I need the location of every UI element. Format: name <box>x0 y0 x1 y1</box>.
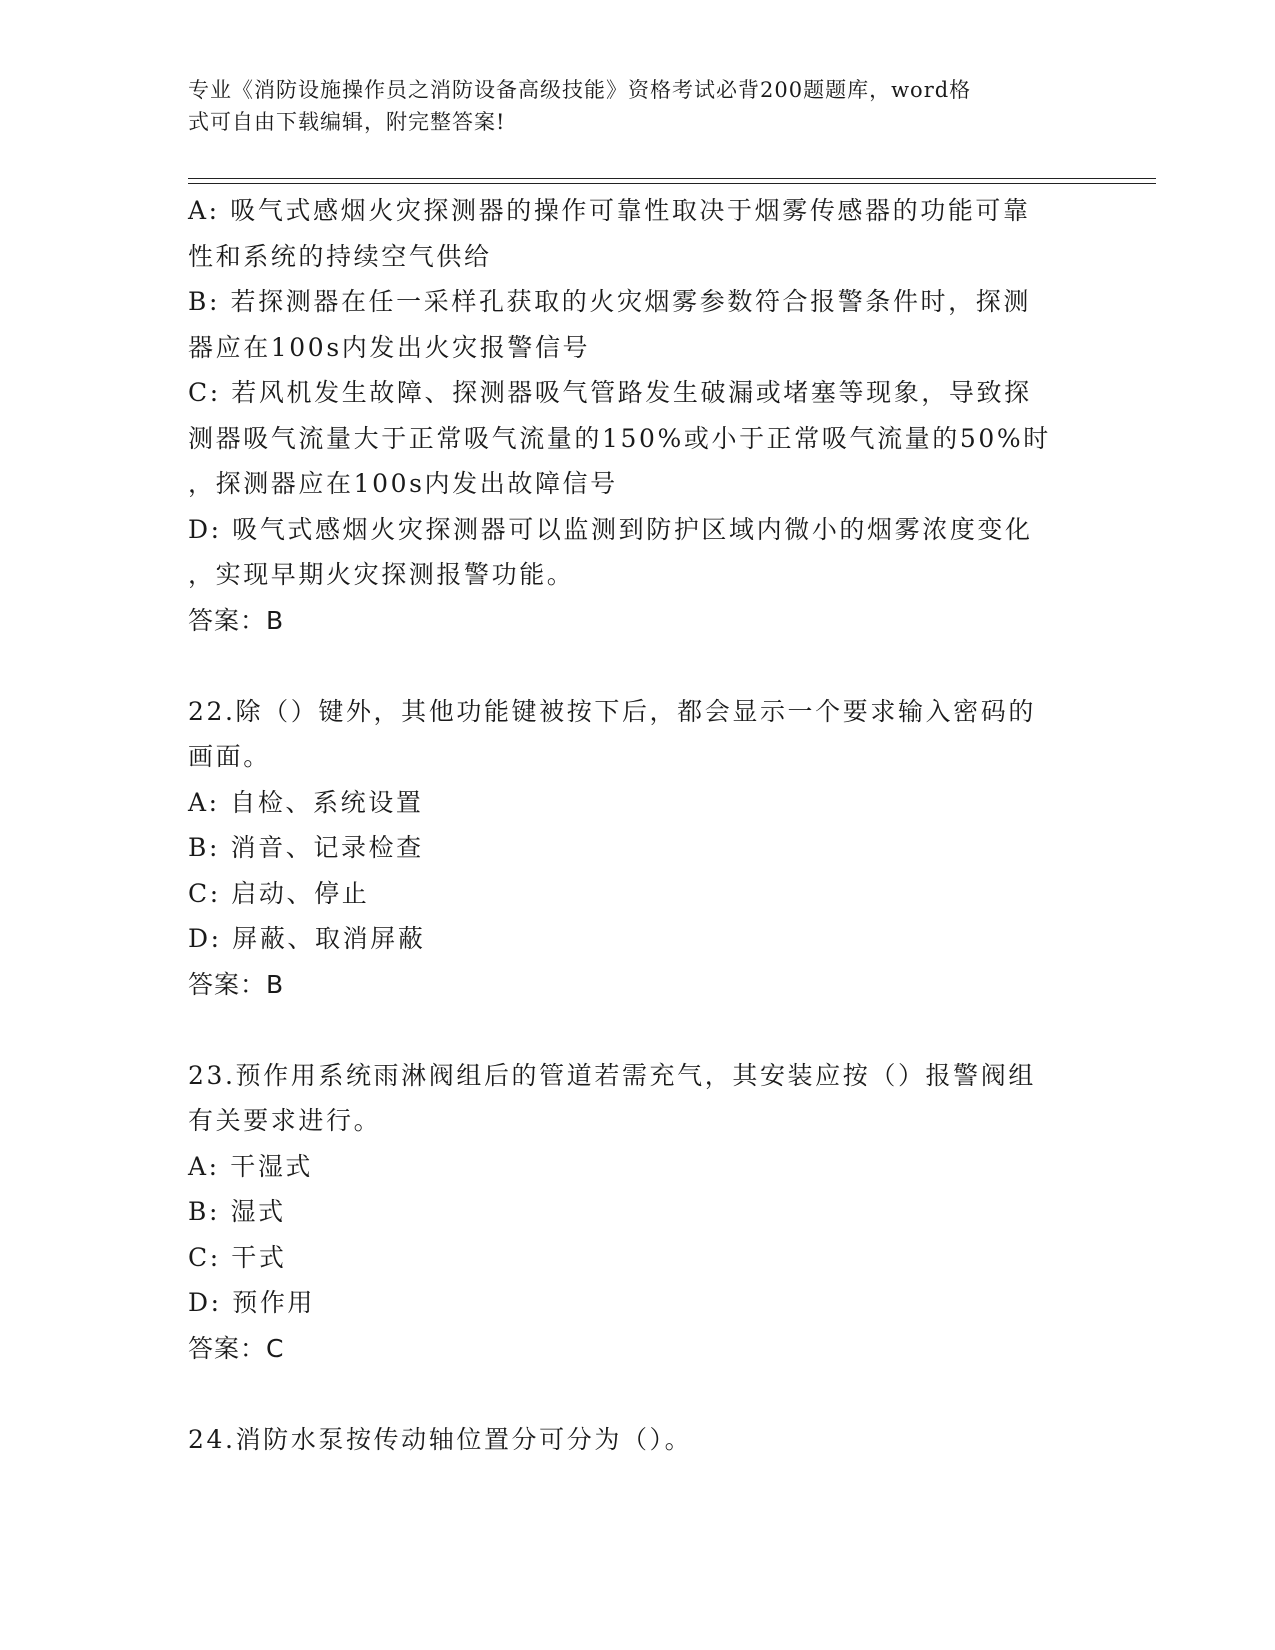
q24-stem-1: 24.消防水泵按传动轴位置分可分为（）。 <box>188 1424 693 1454</box>
spacer <box>188 1007 1068 1053</box>
header-line-2: 式可自由下载编辑，附完整答案! <box>188 110 506 134</box>
question-21-options <box>188 188 1068 643</box>
question-22 <box>188 689 1068 1008</box>
q21-line-2: 性和系统的持续空气供给 <box>188 241 492 271</box>
q23-stem-1: 23.预作用系统雨淋阀组后的管道若需充气，其安装应按（）报警阀组 <box>188 1060 1036 1090</box>
q22-option-a: A: 自检、系统设置 <box>188 787 424 817</box>
q23-option-d: D: 预作用 <box>188 1288 316 1317</box>
q23-option-a: A: 干湿式 <box>188 1151 314 1181</box>
document-header <box>188 74 1068 138</box>
q21-line-8: D: 吸气式感烟火灾探测器可以监测到防护区域内微小的烟雾浓度变化 <box>188 514 1033 544</box>
q22-answer: 答案：B <box>188 969 285 999</box>
q21-line-4: 器应在100s内发出火灾报警信号 <box>188 332 591 362</box>
q23-option-b: B: 湿式 <box>188 1197 286 1226</box>
header-divider-bottom <box>188 183 1156 184</box>
q23-option-c: C: 干式 <box>188 1242 287 1272</box>
q21-line-3: B: 若探测器在任一采样孔获取的火灾烟雾参数符合报警条件时，探测 <box>188 287 1031 316</box>
spacer <box>188 1371 1068 1417</box>
q22-stem-1: 22.除（）键外，其他功能键被按下后，都会显示一个要求输入密码的 <box>188 696 1036 726</box>
q22-stem-2: 画面。 <box>188 742 271 771</box>
q21-line-1: A: 吸气式感烟火灾探测器的操作可靠性取决于烟雾传感器的功能可靠 <box>188 196 1031 225</box>
header-divider-top <box>188 178 1156 179</box>
q21-line-5: C: 若风机发生故障、探测器吸气管路发生破漏或堵塞等现象，导致探 <box>188 378 1032 407</box>
q23-answer: 答案：C <box>188 1333 285 1363</box>
q21-line-9: ，实现早期火灾探测报警功能。 <box>188 560 575 589</box>
question-list <box>188 188 1068 1462</box>
spacer <box>188 643 1068 689</box>
q22-option-d: D: 屏蔽、取消屏蔽 <box>188 924 426 953</box>
q21-answer: 答案：B <box>188 605 285 635</box>
q21-line-7: ，探测器应在100s内发出故障信号 <box>188 469 618 498</box>
question-24 <box>188 1417 1068 1463</box>
q23-stem-2: 有关要求进行。 <box>188 1106 382 1135</box>
header-line-1: 专业《消防设施操作员之消防设备高级技能》资格考试必背200题题库，word格 <box>188 78 972 102</box>
header-title <box>188 74 1068 138</box>
q22-option-b: B: 消音、记录检查 <box>188 833 424 862</box>
q21-line-6: 测器吸气流量大于正常吸气流量的150%或小于正常吸气流量的50%时 <box>188 423 1051 453</box>
question-23 <box>188 1053 1068 1372</box>
q22-option-c: C: 启动、停止 <box>188 878 370 908</box>
